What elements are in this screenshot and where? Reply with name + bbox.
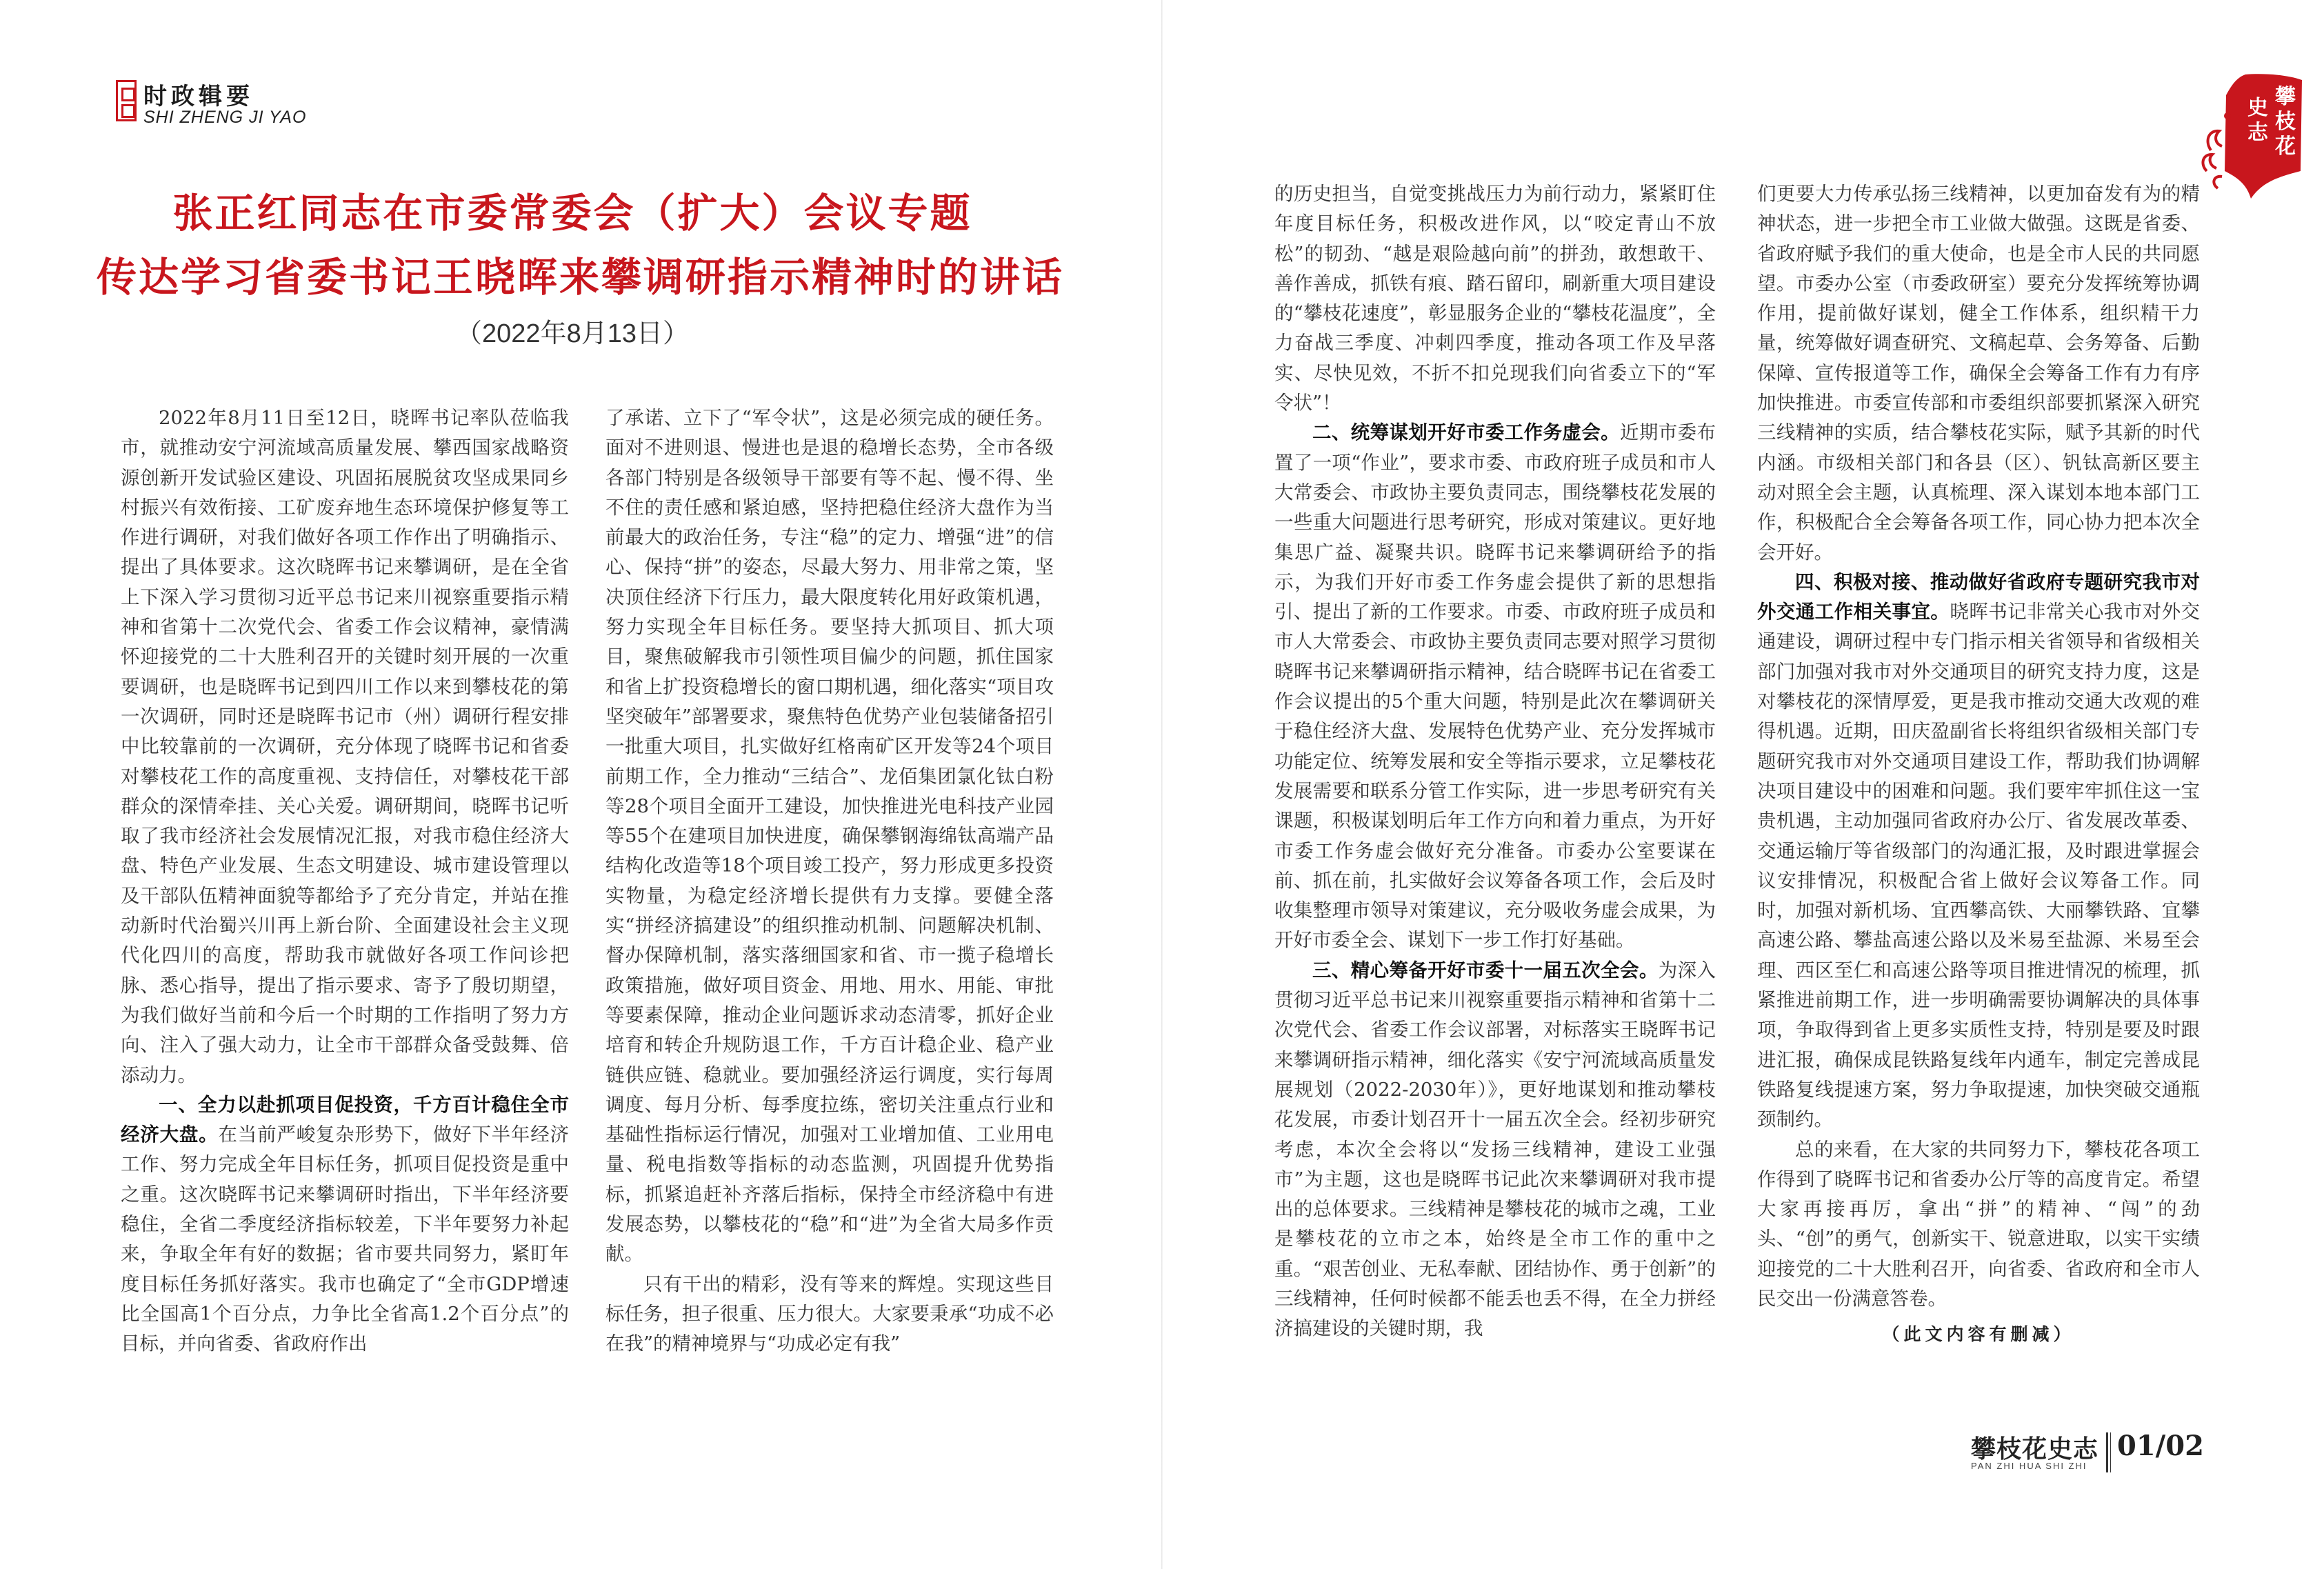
svg-text:志: 志 [2247,121,2268,145]
page-footer [1943,1430,2219,1492]
paragraph-text: 的历史担当，自觉变挑战压力为前行动力，紧紧盯住年度目标任务，积极改进作风，以“咬定青山不放松”的韧劲、“越是艰险越向前”的拼劲，敢想敢干、善作善成，抓铁有痕、踏石留印，刷新重大项目建设的“攀枝花速度”，彰显服务企业的“攀枝花温度”，全力奋战三季度、冲刺四季度，推动各项工作及早落实、尽快见效，不折不扣兑现我们向省委立下的“军令状”！ [1274,183,1716,414]
paragraph-text: 只有干出的精彩，没有等来的辉煌。实现这些目标任务，担子很重、压力很大。大家要秉承“功成不必在我”的精神境界与“功成必定有我” [605,1272,1054,1355]
paragraph-text: 2022年8月11日至12日，晓晖书记率队莅临我市，就推动安宁河流域高质量发展、攀西国家战略资源创新开发试验区建设、巩固拓展脱贫攻坚成果同乡村振兴有效衔接、工矿废弃地生态环境保护修复等工作进行调研，对我们做好各项工作作出了明确指示、提出了具体要求。这次晓晖书记来攀调研，是在全省上下深入学习贯彻习近平总书记来川视察重要指示精神和省第十二次党代会、省委工作会议精神，豪情满怀迎接党的二十大胜利召开的关键时刻开展的一次重要调研，也是晓晖书记到四川工作以来到攀枝花的第一次调研，同时还是晓晖书记市（州）调研行程安排中比较靠前的一次调研，充分体现了晓晖书记和省委对攀枝花工作的高度重视、支持信任，对攀枝花干部群众的深情牵挂、关心关爱。调研期间，晓晖书记听取了我市经济社会发展情况汇报，对我市稳住经济大盘、特色产业发展、生态文明建设、城市建设管理以及干部队伍精神面貌等都给予了充分肯定，并站在推动新时代治蜀兴川再上新台阶、全面建设社会主义现代化四川的高度，帮助我市就做好各项工作问诊把脉、悉心指导，提出了指示要求、寄予了殷切期望，为我们做好当前和今后一个时期的工作指明了努力方向、注入了强大动力，让全市干部群众备受鼓舞、倍添动力。 [121,407,569,1086]
footer-divider-thin [2110,1432,2111,1472]
paragraph-heading: 二、统筹谋划开好市委工作务虚会。 [1312,421,1620,444]
footer-divider [2106,1432,2108,1472]
magazine-seal-logo [2197,68,2307,206]
article-paragraph [1757,1135,2200,1315]
article-title-line2: 传达学习省委书记王晓晖来攀调研指示精神时的讲话 [97,254,1065,301]
paragraph-heading: 一、全力以赴抓项目促投资，千方百计稳住全市经济大盘。 [121,1093,569,1146]
paragraph-heading: 四、积极对接、推动做好省政府专题研究我市对外交通工作相关事宜。 [1757,570,2200,623]
section-title-en: SHI ZHENG JI YAO [143,108,307,127]
article-paragraph [1274,956,1716,1344]
paragraph-text: 总的来看，在大家的共同努力下，攀枝花各项工作得到了晓晖书记和省委办公厅等的高度肯定。希望大家再接再厉，拿出“拼”的精神、“闯”的劲头、“创”的勇气，创新实干、锐意进取，以实干实绩迎接党的二十大胜利召开，向省委、省政府和全市人民交出一份满意答卷。 [1757,1138,2200,1310]
article-paragraph [121,1090,569,1359]
article-date: （2022年8月13日） [456,319,689,348]
article-column-2 [605,403,1054,1359]
article-paragraph [1757,179,2200,568]
article-paragraph [605,403,1054,1270]
paragraph-text: 近期市委布置了一项“作业”，要求市委、市政府班子成员和市人大常委会、市政协主要负责同志，围绕攀枝花发展的一些重大问题进行思考研究，形成对策建议。更好地集思广益、凝聚共识。晓晖书记来攀调研给予的指示，为我们开好市委工作务虚会提供了新的思想指引、提出了新的工作要求。市委、市政府班子成员和市人大常委会、市政协主要负责同志要对照学习贯彻晓晖书记来攀调研指示精神，结合晓晖书记在省委工作会议提出的5个重大问题，特别是此次在攀调研关于稳住经济大盘、发展特色优势产业、充分发挥城市功能定位、统筹发展和安全等指示要求，立足攀枝花发展需要和联系分管工作实际，进一步思考研究有关课题，积极谋划明后年工作方向和着力重点，为开好市委工作务虚会做好充分准备。市委办公室要谋在前、抓在前，扎实做好会议筹备各项工作，会后及时收集整理市领导对策建议，充分吸收务虚会成果，为开好市委全会、谋划下一步工作打好基础。 [1274,421,1716,952]
paragraph-text: 为深入贯彻习近平总书记来川视察重要指示精神和省第十二次党代会、省委工作会议部署，对标落实王晓晖书记来攀调研指示精神，细化落实《安宁河流域高质量发展规划（2022-2030年）》，更好地谋划和推动攀枝花发展，市委计划召开十一届五次全会。经初步研究考虑，本次全会将以“发扬三线精神，建设工业强市”为主题，这也是晓晖书记此次来攀调研对我市提出的总体要求。三线精神是攀枝花的城市之魂，工业是攀枝花的立市之本，始终是全市工作的重中之重。“艰苦创业、无私奉献、团结协作、勇于创新”的三线精神，任何时候都不能丢也丢不得，在全力拼经济搞建设的关键时期，我 [1274,959,1716,1340]
editorial-note: （此文内容有删减） [1882,1324,2075,1345]
svg-text:攀: 攀 [2275,85,2296,109]
article-paragraph [605,1270,1054,1359]
svg-text:史: 史 [2247,96,2268,120]
seal-graphic [2197,68,2307,206]
section-title-cn: 时政辑要 [143,83,254,110]
article-column-4 [1757,179,2200,1350]
svg-text:枝: 枝 [2275,110,2296,134]
article-paragraph [1757,568,2200,1135]
article-title-line1: 张正红同志在市委常委会（扩大）会议专题 [172,190,972,237]
page-gutter [1161,0,1163,1569]
article-paragraph [121,403,569,1090]
footer-page-numbers: 01/02 [2117,1430,2204,1462]
paragraph-text: 晓晖书记非常关心我市对外交通建设，调研过程中专门指示相关省领导和省级相关部门加强对我市对外交通项目的研究支持力度，这是对攀枝花的深情厚爱，更是我市推动交通大改观的难得机遇。近期，田庆盈副省长将组织省级相关部门专题研究我市对外交通项目建设工作，帮助我们协调解决项目建设中的困难和问题。我们要牢牢抓住这一宝贵机遇，主动加强同省政府办公厅、省发展改革委、交通运输厅等省级部门的沟通汇报，及时跟进掌握会议安排情况，积极配合省上做好会议筹备工作。同时，加强对新机场、宜西攀高铁、大丽攀铁路、宜攀高速公路、攀盐高速公路以及米易至盐源、米易至会理、西区至仁和高速公路等项目推进情况的梳理，抓紧推进前期工作，进一步明确需要协调解决的具体事项，争取得到省上更多实质性支持，特别是要及时跟进汇报，确保成昆铁路复线年内通车，制定完善成昆铁路复线提速方案，努力争取提速，加快突破交通瓶颈制约。 [1757,601,2201,1131]
article-paragraph [1274,418,1716,955]
paragraph-text: 在当前严峻复杂形势下，做好下半年经济工作、努力完成全年目标任务，抓项目促投资是重中之重。这次晓晖书记来攀调研时指出，下半年经济要稳住，全省二季度经济指标较差，下半年要努力补起来，争取全年有好的数据；省市要共同努力，紧盯年度目标任务抓好落实。我市也确定了“全市GDP增速比全国高1个百分点，力争比全省高1.2个百分点”的目标，并向省委、省政府作出 [121,1123,570,1355]
footer-pinyin: PAN ZHI HUA SHI ZHI [1971,1461,2087,1471]
footer-magazine-name: 攀枝花史志 [1971,1435,2099,1463]
article-paragraph [1274,179,1716,418]
article-column-1 [121,403,569,1359]
paragraph-text: 了承诺、立下了“军令状”，这是必须完成的硬任务。面对不进则退、慢进也是退的稳增长态势，全市各级各部门特别是各级领导干部要有等不起、慢不得、坐不住的责任感和紧迫感，坚持把稳住经济大盘作为当前最大的政治任务，专注“稳”的定力、增强“进”的信心、保持“拼”的姿态，尽最大努力、用非常之策，坚决顶住经济下行压力，最大限度转化用好政策机遇，努力实现全年目标任务。要坚持大抓项目、抓大项目，聚焦破解我市引领性项目偏少的问题，抓住国家和省上扩投资稳增长的窗口期机遇，细化落实“项目攻坚突破年”部署要求，聚焦特色优势产业包装储备招引一批重大项目，扎实做好红格南矿区开发等24个项目前期工作，全力推动“三结合”、龙佰集团氯化钛白粉等28个项目全面开工建设，加快推进光电科技产业园等55个在建项目加快进度，确保攀钢海绵钛高端产品结构化改造等18个项目竣工投产，努力形成更多投资实物量，为稳定经济增长提供有力支撑。要健全落实“拼经济搞建设”的组织推动机制、问题解决机制、督办保障机制，落实落细国家和省、市一揽子稳增长政策措施，做好项目资金、用地、用水、用能、审批等要素保障，推动企业问题诉求动态清零，抓好企业培育和转企升规防退工作，千方百计稳企业、稳产业链供应链、稳就业。要加强经济运行调度，实行每周调度、每月分析、每季度拉练，密切关注重点行业和基础性指标运行情况，加强对工业增加值、工业用电量、税电指数等指标的动态监测，巩固提升优势指标，抓紧追赶补齐落后指标，保持全市经济稳中有进发展态势，以攀枝花的“稳”和“进”为全省大局多作贡献。 [605,407,1054,1266]
section-mark-icon [116,80,137,121]
article-column-3 [1274,179,1716,1344]
paragraph-heading: 三、精心筹备开好市委十一届五次全会。 [1312,959,1659,981]
paragraph-text: 们更要大力传承弘扬三线精神，以更加奋发有为的精神状态，进一步把全市工业做大做强。这既是省委、省政府赋予我们的重大使命，也是全市人民的共同愿望。市委办公室（市委政研室）要充分发挥统筹协调作用，提前做好谋划，健全工作体系，组织精干力量，统筹做好调查研究、文稿起草、会务筹备、后勤保障、宣传报道等工作，确保全会筹备工作有力有序加快推进。市委宣传部和市委组织部要抓紧深入研究三线精神的实质，结合攀枝花实际，赋予其新的时代内涵。市级相关部门和各县（区）、钒钛高新区要主动对照全会主题，认真梳理、深入谋划本地本部门工作，积极配合全会筹备各项工作，同心协力把本次全会开好。 [1757,183,2200,563]
svg-text:花: 花 [2275,134,2296,159]
